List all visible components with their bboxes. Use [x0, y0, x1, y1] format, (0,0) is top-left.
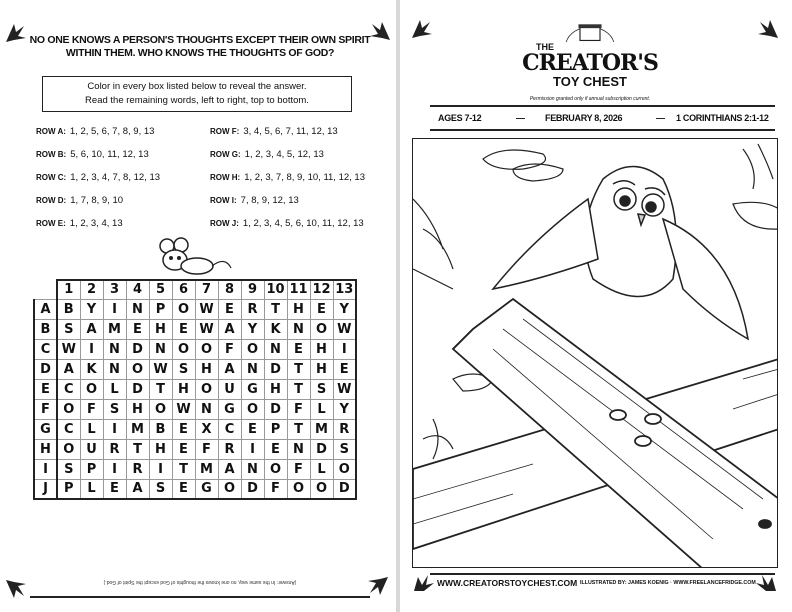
leaf-ornament-icon [410, 18, 432, 40]
divider-line [30, 596, 370, 598]
column-number: 4 [126, 280, 149, 299]
toy-chest-icon [555, 22, 625, 42]
leaf-ornament-icon [368, 575, 390, 597]
row-clue [36, 195, 123, 206]
letter-cell[interactable]: E [172, 419, 195, 439]
row-clue-columns: 1, 2, 3, 4, 13 [69, 218, 123, 229]
letter-cell[interactable]: F [218, 339, 241, 359]
row-label: A [34, 299, 57, 319]
letter-cell[interactable]: H [287, 299, 310, 319]
letter-cell[interactable]: R [126, 459, 149, 479]
letter-cell[interactable]: O [172, 299, 195, 319]
letter-cell[interactable]: M [195, 459, 218, 479]
letter-cell[interactable]: D [310, 439, 333, 459]
letter-cell[interactable]: R [333, 419, 356, 439]
letter-cell[interactable]: S [103, 399, 126, 419]
website-link[interactable]: WWW.CREATORSTOYCHEST.COM [437, 578, 578, 588]
letter-cell[interactable]: E [103, 479, 126, 499]
row-clue-label: ROW J: [210, 219, 239, 228]
row-clue-columns: 1, 7, 8, 9, 10 [70, 195, 124, 206]
separator: — [656, 113, 665, 123]
letter-cell[interactable]: W [195, 319, 218, 339]
letter-cell[interactable]: A [57, 359, 80, 379]
letter-cell[interactable]: L [80, 479, 103, 499]
letter-cell[interactable]: N [287, 439, 310, 459]
row-label: J [34, 479, 57, 499]
row-label: D [34, 359, 57, 379]
letter-cell[interactable]: N [149, 339, 172, 359]
letter-cell[interactable]: E [287, 339, 310, 359]
letter-cell[interactable]: G [218, 399, 241, 419]
letter-cell[interactable]: N [195, 399, 218, 419]
instructions-box [42, 76, 352, 112]
letter-cell[interactable]: U [80, 439, 103, 459]
permission-note: Permission granted only if annual subscription current. [529, 96, 651, 102]
row-clue [210, 126, 338, 137]
letter-cell[interactable]: E [333, 359, 356, 379]
letter-cell[interactable]: W [172, 399, 195, 419]
letter-cell[interactable]: O [195, 339, 218, 359]
row-clue-columns: 1, 2, 3, 4, 7, 8, 12, 13 [70, 172, 161, 183]
letter-cell[interactable]: P [149, 299, 172, 319]
letter-cell[interactable]: E [218, 299, 241, 319]
separator: — [516, 113, 525, 123]
column-number: 3 [103, 280, 126, 299]
letter-cell[interactable]: B [149, 419, 172, 439]
letter-cell[interactable]: R [241, 299, 264, 319]
letter-cell[interactable]: I [241, 439, 264, 459]
letter-cell[interactable]: D [264, 399, 287, 419]
letter-cell[interactable]: A [218, 319, 241, 339]
letter-cell[interactable]: I [149, 459, 172, 479]
letter-cell[interactable]: K [264, 319, 287, 339]
grid-row [34, 339, 356, 359]
row-clue-label: ROW E: [36, 219, 66, 228]
letter-cell[interactable]: L [80, 419, 103, 439]
leaf-ornament-icon [758, 18, 780, 40]
letter-cell[interactable]: O [264, 459, 287, 479]
letter-cell[interactable]: C [218, 419, 241, 439]
letter-cell[interactable]: M [103, 319, 126, 339]
letter-cell[interactable]: T [287, 379, 310, 399]
letter-cell[interactable]: H [149, 319, 172, 339]
letter-cell[interactable]: S [57, 319, 80, 339]
lesson-date: FEBRUARY 8, 2026 [545, 113, 623, 123]
column-number: 8 [218, 280, 241, 299]
letter-cell[interactable]: G [241, 379, 264, 399]
letter-cell[interactable]: N [241, 359, 264, 379]
letter-cell[interactable]: H [126, 399, 149, 419]
letter-cell[interactable]: O [333, 459, 356, 479]
row-label: B [34, 319, 57, 339]
row-clue-label: ROW A: [36, 127, 66, 136]
divider-line [430, 105, 775, 107]
letter-cell[interactable]: T [287, 359, 310, 379]
row-clue-label: ROW F: [210, 127, 240, 136]
letter-cell[interactable]: I [103, 459, 126, 479]
row-clue-columns: 5, 6, 10, 11, 12, 13 [70, 149, 149, 160]
letter-cell[interactable]: I [103, 299, 126, 319]
letter-cell[interactable]: K [80, 359, 103, 379]
letter-cell[interactable]: E [264, 439, 287, 459]
column-number: 12 [310, 280, 333, 299]
row-clue [210, 149, 324, 160]
row-label: G [34, 419, 57, 439]
letter-cell[interactable]: A [218, 459, 241, 479]
letter-cell[interactable]: E [310, 299, 333, 319]
letter-cell[interactable]: O [310, 479, 333, 499]
logo-name: CREATOR'S [522, 50, 658, 76]
row-clue [36, 172, 160, 183]
letter-cell[interactable]: S [149, 479, 172, 499]
creators-toy-chest-logo [500, 22, 680, 89]
column-number: 7 [195, 280, 218, 299]
row-clue [210, 218, 364, 229]
letter-cell[interactable]: O [218, 479, 241, 499]
letter-cell[interactable]: A [80, 319, 103, 339]
grid-row [34, 319, 356, 339]
column-number: 11 [287, 280, 310, 299]
letter-cell[interactable]: O [241, 339, 264, 359]
leaf-ornament-icon [4, 578, 26, 600]
letter-cell[interactable]: F [287, 399, 310, 419]
letter-cell[interactable]: O [287, 479, 310, 499]
row-clue-columns: 1, 2, 3, 7, 8, 9, 10, 11, 12, 13 [244, 172, 365, 183]
owl-and-cross-illustration [412, 138, 778, 568]
letter-cell[interactable]: H [172, 379, 195, 399]
letter-cell[interactable]: W [195, 299, 218, 319]
letter-cell[interactable]: C [57, 419, 80, 439]
leaf-ornament-icon [370, 20, 392, 42]
letter-cell[interactable]: D [241, 479, 264, 499]
column-number: 10 [264, 280, 287, 299]
letter-cell[interactable]: L [103, 379, 126, 399]
row-label: F [34, 399, 57, 419]
grid-header-row [34, 280, 356, 299]
letter-cell[interactable]: Y [80, 299, 103, 319]
row-clue [36, 126, 154, 137]
grid-row [34, 399, 356, 419]
letter-cell[interactable]: U [218, 379, 241, 399]
letter-cell[interactable]: E [241, 419, 264, 439]
letter-cell[interactable]: H [149, 439, 172, 459]
column-number: 2 [80, 280, 103, 299]
letter-cell[interactable]: F [195, 439, 218, 459]
puzzle-question: NO ONE KNOWS A PERSON'S THOUGHTS EXCEPT THEIR OWN SPIRIT WITHIN THEM. WHO KNOWS THE THOUGHTS OF GOD? [29, 34, 371, 59]
letter-cell[interactable]: T [149, 379, 172, 399]
grid-row [34, 459, 356, 479]
column-number: 1 [57, 280, 80, 299]
letter-cell[interactable]: F [287, 459, 310, 479]
row-clue-label: ROW D: [36, 196, 67, 205]
letter-cell[interactable]: W [149, 359, 172, 379]
letter-cell[interactable]: F [80, 399, 103, 419]
letter-cell[interactable]: C [57, 379, 80, 399]
row-clue-label: ROW B: [36, 150, 67, 159]
divider-line [430, 573, 775, 575]
row-clue-columns: 3, 4, 5, 6, 7, 11, 12, 13 [243, 126, 338, 137]
row-clue [36, 218, 123, 229]
leaf-ornament-icon [4, 22, 26, 44]
divider-line [430, 129, 775, 131]
letter-cell[interactable]: N [126, 299, 149, 319]
letter-cell[interactable]: L [310, 399, 333, 419]
instruction-line: Color in every box listed below to reveal the answer. [87, 81, 307, 92]
age-range: AGES 7-12 [438, 113, 482, 123]
row-clue-label: ROW I: [210, 196, 237, 205]
letter-cell[interactable]: D [333, 479, 356, 499]
letter-cell[interactable]: O [195, 379, 218, 399]
letter-cell[interactable]: O [57, 439, 80, 459]
letter-cell[interactable]: M [126, 419, 149, 439]
column-number: 13 [333, 280, 356, 299]
letter-cell[interactable]: Y [241, 319, 264, 339]
grid-row [34, 419, 356, 439]
letter-cell[interactable]: X [195, 419, 218, 439]
letter-cell[interactable]: Y [333, 299, 356, 319]
upside-down-answer: (Answer: In the same way, no one knows the thoughts of God except the Spirit of God.) [103, 579, 297, 585]
row-label: C [34, 339, 57, 359]
letter-cell[interactable]: I [333, 339, 356, 359]
letter-cell[interactable]: W [57, 339, 80, 359]
letter-cell[interactable]: S [57, 459, 80, 479]
letter-cell[interactable]: O [57, 399, 80, 419]
letter-cell[interactable]: D [264, 359, 287, 379]
row-label: I [34, 459, 57, 479]
grid-row [34, 439, 356, 459]
row-label: E [34, 379, 57, 399]
letter-cell[interactable]: D [126, 339, 149, 359]
grid-row [34, 379, 356, 399]
row-clue-columns: 7, 8, 9, 12, 13 [240, 195, 299, 206]
letter-cell[interactable]: E [126, 319, 149, 339]
mouse-icon [155, 236, 235, 278]
letter-cell[interactable]: H [195, 359, 218, 379]
row-clue [210, 172, 365, 183]
letter-cell[interactable]: T [287, 419, 310, 439]
grid-row [34, 359, 356, 379]
letter-cell[interactable]: H [264, 379, 287, 399]
row-clue [210, 195, 299, 206]
grid-corner [34, 280, 57, 299]
letter-cell[interactable]: Y [333, 399, 356, 419]
letter-cell[interactable]: H [310, 359, 333, 379]
letter-cell[interactable]: H [310, 339, 333, 359]
row-clue-columns: 1, 2, 3, 4, 5, 12, 13 [244, 149, 324, 160]
letter-cell[interactable]: R [103, 439, 126, 459]
letter-cell[interactable]: E [172, 479, 195, 499]
letter-cell[interactable]: L [310, 459, 333, 479]
row-clue-label: ROW G: [210, 150, 241, 159]
letter-cell[interactable]: D [126, 379, 149, 399]
letter-cell[interactable]: R [218, 439, 241, 459]
logo-the: THE [536, 42, 554, 52]
letter-cell[interactable]: A [126, 479, 149, 499]
letter-cell[interactable]: W [333, 319, 356, 339]
letter-cell[interactable]: N [241, 459, 264, 479]
letter-cell[interactable]: I [80, 339, 103, 359]
scripture-reference: 1 CORINTHIANS 2:1-12 [676, 113, 769, 123]
letter-cell[interactable]: O [241, 399, 264, 419]
instruction-line: Read the remaining words, left to right, top to bottom. [85, 95, 309, 106]
letter-cell[interactable]: E [172, 439, 195, 459]
letter-cell[interactable]: O [310, 319, 333, 339]
letter-cell[interactable]: N [103, 359, 126, 379]
letter-cell[interactable]: I [103, 419, 126, 439]
row-clue-columns: 1, 2, 5, 6, 7, 8, 9, 13 [69, 126, 155, 137]
letter-cell[interactable]: N [103, 339, 126, 359]
letter-cell[interactable]: P [57, 479, 80, 499]
leaf-ornament-icon [756, 573, 778, 595]
letter-cell[interactable]: S [333, 439, 356, 459]
letter-cell[interactable]: A [218, 359, 241, 379]
letter-cell[interactable]: S [172, 359, 195, 379]
letter-cell[interactable]: B [57, 299, 80, 319]
letter-cell[interactable]: O [126, 359, 149, 379]
letter-cell[interactable]: F [264, 479, 287, 499]
letter-cell[interactable]: W [333, 379, 356, 399]
row-clue [36, 149, 149, 160]
letter-cell[interactable]: O [172, 339, 195, 359]
column-number: 9 [241, 280, 264, 299]
illustrator-credit: ILLUSTRATED BY: JAMES KOENIG · WWW.FREELANCEFRIDGE.COM [580, 580, 756, 586]
letter-cell[interactable]: N [287, 319, 310, 339]
letter-grid [33, 279, 357, 500]
letter-cell[interactable]: T [126, 439, 149, 459]
leaf-ornament-icon [412, 573, 434, 595]
row-label: H [34, 439, 57, 459]
grid-row [34, 299, 356, 319]
letter-cell[interactable]: T [264, 299, 287, 319]
letter-cell[interactable]: S [310, 379, 333, 399]
letter-cell[interactable]: E [172, 319, 195, 339]
column-number: 6 [172, 280, 195, 299]
row-clue-columns: 1, 2, 3, 4, 5, 6, 10, 11, 12, 13 [242, 218, 364, 229]
letter-cell[interactable]: O [80, 379, 103, 399]
grid-row [34, 479, 356, 499]
row-clue-label: ROW H: [210, 173, 241, 182]
logo-subtitle: TOY CHEST [553, 74, 627, 89]
letter-cell[interactable]: G [195, 479, 218, 499]
letter-cell[interactable]: M [310, 419, 333, 439]
row-clue-label: ROW C: [36, 173, 67, 182]
letter-cell[interactable]: O [149, 399, 172, 419]
letter-cell[interactable]: P [80, 459, 103, 479]
letter-cell[interactable]: P [264, 419, 287, 439]
letter-cell[interactable]: N [264, 339, 287, 359]
column-number: 5 [149, 280, 172, 299]
letter-cell[interactable]: T [172, 459, 195, 479]
